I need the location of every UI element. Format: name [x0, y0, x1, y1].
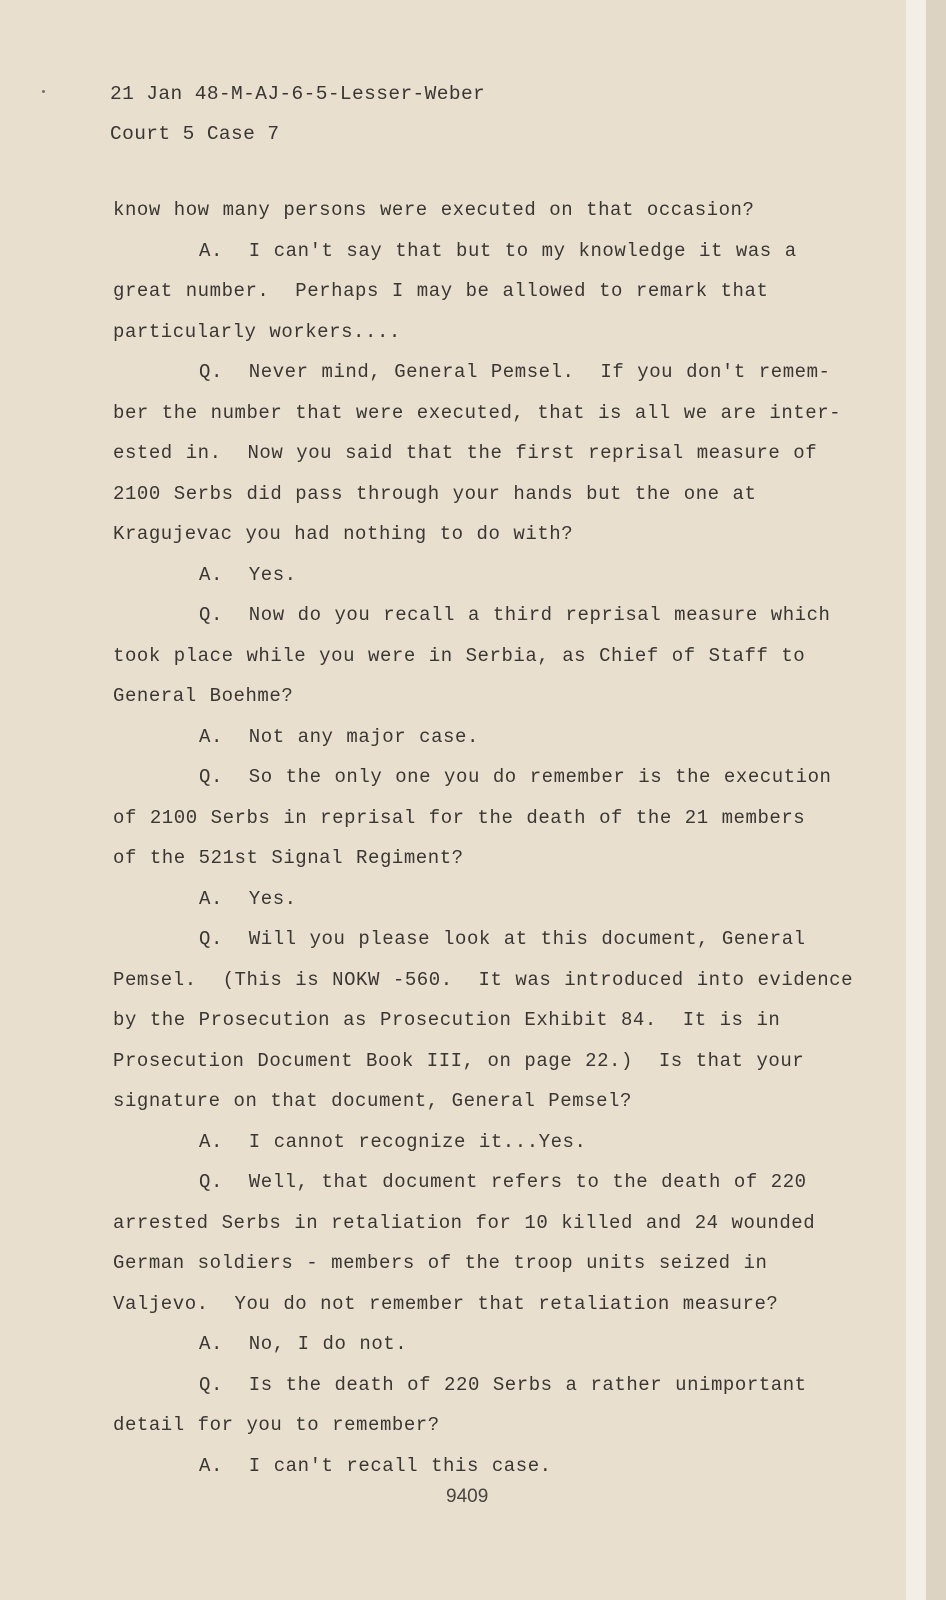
transcript-line: Q. Now do you recall a third reprisal measure which [199, 604, 831, 626]
transcript-line: by the Prosecution as Prosecution Exhibit 84. It is in [113, 1009, 781, 1031]
transcript-line: particularly workers.... [113, 320, 401, 343]
transcript-line: Q. Never mind, General Pemsel. If you don't remem- [199, 361, 831, 383]
transcript-line: A. Yes. [199, 887, 297, 910]
document-header [110, 74, 485, 154]
header-line-1: 21 Jan 48-M-AJ-6-5-Lesser-Weber [110, 83, 486, 105]
transcript-line: A. I cannot recognize it...Yes. [199, 1130, 587, 1153]
transcript-line: great number. Perhaps I may be allowed to remark that [113, 280, 769, 302]
transcript-line: Q. So the only one you do remember is the execution [199, 766, 832, 788]
transcript-line: A. No, I do not. [199, 1333, 408, 1355]
transcript-line: German soldiers - members of the troop units seized in [113, 1252, 768, 1274]
transcript-line: Q. Will you please look at this document, General [199, 928, 806, 950]
margin-speck [42, 90, 45, 93]
transcript-line: Pemsel. (This is NOKW -560. It was introduced into evidence [113, 968, 854, 991]
transcript-line: A. I can't say that but to my knowledge it was a [199, 239, 797, 262]
page-edge [906, 0, 926, 1600]
transcript-line: General Boehme? [113, 685, 294, 707]
transcript-line: arrested Serbs in retaliation for 10 killed and 24 wounded [113, 1211, 816, 1234]
header-line-2: Court 5 Case 7 [110, 123, 280, 145]
transcript-body [113, 190, 873, 1486]
transcript-line: ber the number that were executed, that is all we are inter- [113, 401, 842, 424]
transcript-line: detail for you to remember? [113, 1414, 440, 1436]
transcript-line: Prosecution Document Book III, on page 22.) Is that your [113, 1049, 805, 1072]
transcript-line: know how many persons were executed on that occasion? [113, 199, 755, 221]
transcript-line: ested in. Now you said that the first reprisal measure of [113, 442, 818, 464]
transcript-line: signature on that document, General Pemsel? [113, 1090, 632, 1112]
transcript-line: took place while you were in Serbia, as Chief of Staff to [113, 644, 806, 667]
transcript-line: of the 521st Signal Regiment? [113, 847, 464, 869]
transcript-line: A. Not any major case. [199, 725, 479, 748]
transcript-line: A. I can't recall this case. [199, 1454, 552, 1477]
transcript-line: Kragujevac you had nothing to do with? [113, 523, 574, 545]
transcript-line: A. Yes. [199, 563, 297, 586]
transcript-line: Q. Is the death of 220 Serbs a rather unimportant [199, 1373, 807, 1396]
page-number: 9409 [446, 1486, 489, 1507]
transcript-line: Valjevo. You do not remember that retaliation measure? [113, 1292, 779, 1315]
transcript-line: 2100 Serbs did pass through your hands but the one at [113, 482, 757, 505]
transcript-line: Q. Well, that document refers to the death of 220 [199, 1171, 807, 1193]
transcript-line: of 2100 Serbs in reprisal for the death of the 21 members [113, 806, 806, 829]
